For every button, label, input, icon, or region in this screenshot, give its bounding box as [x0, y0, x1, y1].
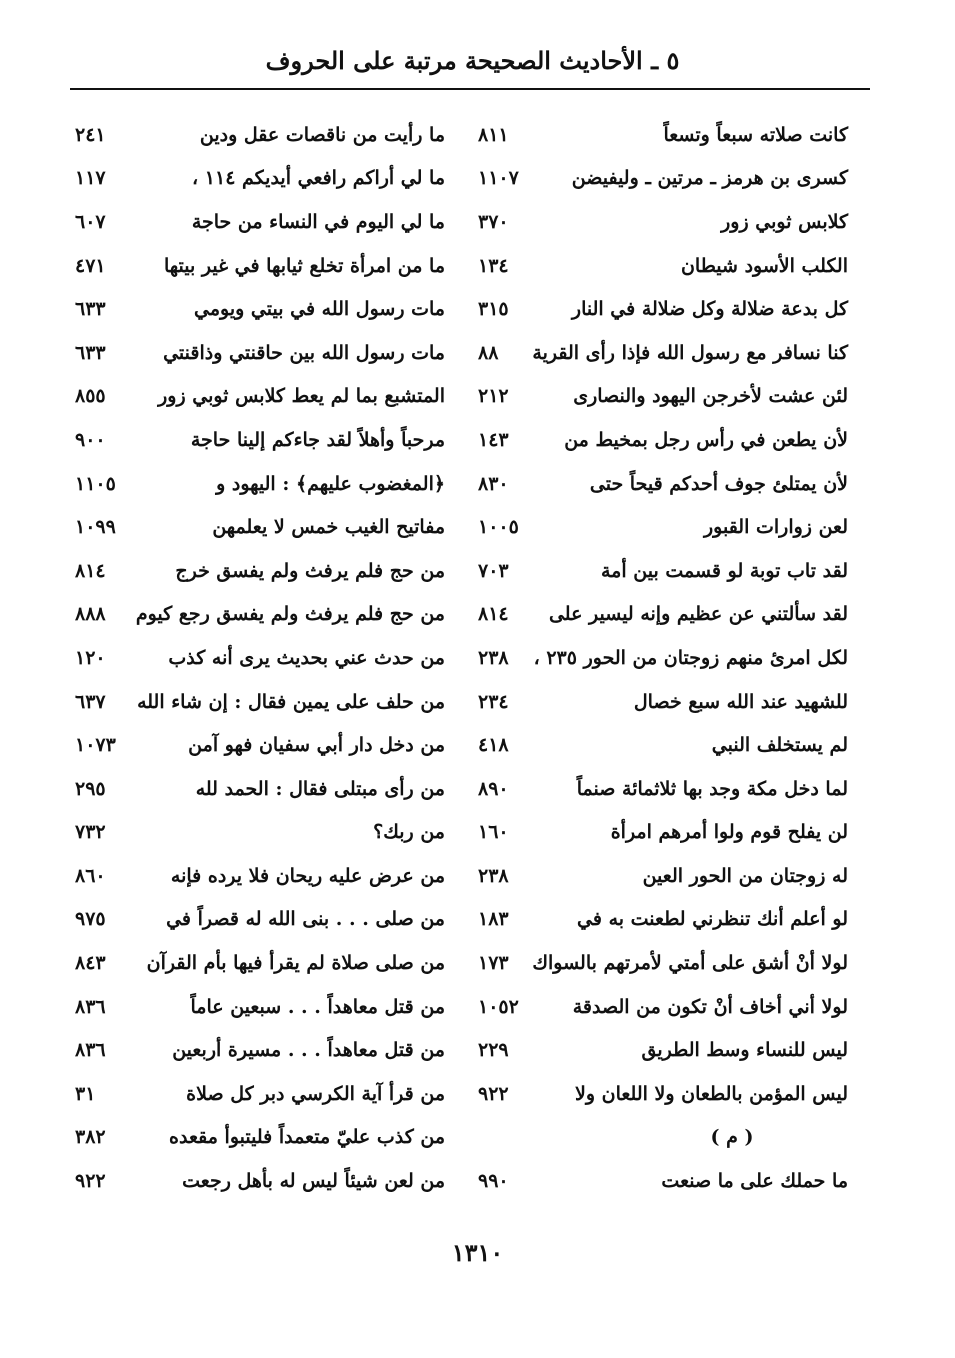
- entry-text: ما لي اليوم في النساء من حاجة: [191, 210, 445, 233]
- entry-page-number: ٨٣٦: [75, 995, 106, 1018]
- index-entry: [478, 854, 848, 898]
- entry-page-number: ٨١٤: [478, 603, 509, 626]
- entry-text: للشهيد عند الله سبع خصال: [633, 690, 848, 713]
- entry-text: من ربك؟: [373, 821, 445, 844]
- entry-page-number: ٨١١: [478, 123, 509, 146]
- entry-text: لأن يمتلئ جوف أحدكم قيحاً حتى: [589, 472, 848, 495]
- entry-page-number: ٨٣٠: [478, 472, 509, 495]
- entry-text: من حدث عني بحديث يرى أنه كذب: [168, 646, 445, 669]
- index-entry: [478, 418, 848, 462]
- entry-page-number: ٨٦٠: [75, 864, 106, 887]
- index-entry: [478, 811, 848, 855]
- entry-page-number: ٨٤٣: [75, 952, 106, 975]
- entry-page-number: ٨٨٨: [75, 603, 106, 626]
- entry-text: لقد سألتني عن عظيم وإنه ليسير على: [548, 603, 848, 626]
- entry-text: لكل امرئ منهم زوجتان من الحور ٢٣٥ ،: [533, 646, 848, 669]
- entry-text: من قتل معاهداً . . . سبعين عاماً: [190, 995, 445, 1018]
- entry-page-number: ٩٢٢: [478, 1082, 509, 1105]
- entry-page-number: ٩٧٥: [75, 908, 106, 931]
- index-entry: [478, 1072, 848, 1116]
- header-rule: [70, 88, 870, 90]
- entry-text: من رأى مبتلى فقال : الحمد لله: [195, 777, 445, 800]
- entry-page-number: ٢٣٨: [478, 864, 509, 887]
- entry-text: ما لي أراكم رافعي أيديكم ١١٤ ،: [192, 167, 445, 190]
- entry-page-number: ٤٧١: [75, 254, 106, 277]
- index-entry: [478, 157, 848, 201]
- index-entry: [478, 767, 848, 811]
- entry-page-number: ٢٣٨: [478, 646, 509, 669]
- entry-text: لولا أني أخاف أنْ تكون من الصدقة: [572, 995, 848, 1018]
- index-entry: [75, 287, 445, 331]
- index-entry: [75, 854, 445, 898]
- section-heading: [478, 1116, 848, 1160]
- entry-page-number: ٩٠٠: [75, 428, 106, 451]
- index-entry: [75, 811, 445, 855]
- entry-text: ما رأيت من ناقصات عقل ودين: [199, 123, 445, 146]
- entry-page-number: ١٢٠: [75, 646, 106, 669]
- index-entry: [75, 1116, 445, 1160]
- entry-page-number: ٨١٤: [75, 559, 106, 582]
- index-entry: [478, 985, 848, 1029]
- entry-text: مات رسول الله بين حاقنتي وذاقنتي: [163, 341, 445, 364]
- entry-text: ﴿المغضوب عليهم﴾ : اليهود و: [216, 472, 445, 495]
- index-entry: [478, 287, 848, 331]
- entry-text: من كذب عليّ متعمداً فليتبوأ مقعده: [169, 1126, 445, 1149]
- index-entry: [75, 898, 445, 942]
- entry-page-number: ١٤٣: [478, 428, 509, 451]
- index-entry: [75, 723, 445, 767]
- index-entry: [75, 462, 445, 506]
- index-entry: [478, 898, 848, 942]
- entry-page-number: ٦٠٧: [75, 210, 106, 233]
- index-entry: [478, 636, 848, 680]
- entry-text: من لعن شيئاً ليس له بأهل رجعت: [182, 1170, 445, 1193]
- entry-page-number: ٣٨٢: [75, 1126, 106, 1149]
- index-entry: [478, 941, 848, 985]
- index-entry: [75, 375, 445, 419]
- index-entry: [75, 157, 445, 201]
- entry-text: كانت صلاته سبعاً وتسعاً: [663, 123, 848, 146]
- entry-page-number: ٨٩٠: [478, 777, 509, 800]
- entry-text: ليس المؤمن بالطعان ولا اللعان ولا: [575, 1082, 848, 1105]
- entry-page-number: ٦٣٣: [75, 298, 106, 321]
- entry-page-number: ٧٠٣: [478, 559, 509, 582]
- entry-page-number: ١٧٣: [478, 952, 509, 975]
- index-entry: [478, 593, 848, 637]
- entry-text: من حج فلم يرفث ولم يفسق خرج: [175, 559, 445, 582]
- entry-text: ( م ): [710, 1126, 754, 1149]
- index-entry: [478, 549, 848, 593]
- index-entry: [75, 1028, 445, 1072]
- entry-page-number: ٣١٥: [478, 298, 509, 321]
- entry-page-number: ٣٧٠: [478, 210, 509, 233]
- entry-text: لئن عشت لأخرجن اليهود والنصارى: [573, 385, 848, 408]
- entry-page-number: ١٣٤: [478, 254, 509, 277]
- index-entry: [478, 723, 848, 767]
- entry-text: مفاتيح الغيب خمس لا يعلمهن: [212, 516, 445, 539]
- entry-text: من عرض عليه ريحان فلا يرده فإنه: [170, 864, 445, 887]
- index-entry: [75, 113, 445, 157]
- entry-text: له زوجتان من الحور العين: [642, 864, 848, 887]
- index-entry: [75, 593, 445, 637]
- index-column-left: [75, 113, 445, 1203]
- entry-text: لولا أنْ أشق على أمتي لأمرتهم بالسواك: [532, 952, 848, 975]
- entry-text: لما دخل مكة وجد بها ثلاثمائة صنماً: [576, 777, 848, 800]
- page-number: ١٣١٠: [451, 1238, 504, 1267]
- entry-page-number: ٨٥٥: [75, 385, 106, 408]
- entry-page-number: ٦٣٣: [75, 341, 106, 364]
- entry-text: كلابس ثوبي زور: [721, 210, 848, 233]
- index-entry: [478, 375, 848, 419]
- entry-page-number: ٩٩٠: [478, 1170, 509, 1193]
- index-entry: [478, 1159, 848, 1203]
- entry-text: من قتل معاهداً . . . مسيرة أربعين: [172, 1039, 445, 1062]
- entry-text: كسرى بن هرمز ـ مرتين ـ وليفيضن: [571, 167, 848, 190]
- entry-page-number: ٧٣٢: [75, 821, 106, 844]
- entry-text: مرحباً وأهلاً لقد جاءكم إلينا حاجة: [190, 428, 445, 451]
- entry-page-number: ٢٤١: [75, 123, 106, 146]
- page-header-title: ٥ ـ الأحاديث الصحيحة مرتبة على الحروف: [265, 46, 680, 75]
- index-entry: [478, 113, 848, 157]
- index-entry: [478, 505, 848, 549]
- entry-page-number: ٤١٨: [478, 734, 509, 757]
- entry-text: لقد تاب توبة لو قسمت بين أمة: [600, 559, 848, 582]
- index-entry: [75, 549, 445, 593]
- entry-text: من حلف على يمين فقال : إن شاء الله: [137, 690, 445, 713]
- index-entry: [75, 680, 445, 724]
- entry-text: من دخل دار أبي سفيان فهو آمن: [188, 734, 445, 757]
- entry-text: كنا نسافر مع رسول الله فإذا رأى القرية: [532, 341, 848, 364]
- entry-page-number: ٦٣٧: [75, 690, 106, 713]
- index-entry: [75, 1072, 445, 1116]
- index-entry: [75, 1159, 445, 1203]
- entry-page-number: ١٠٩٩: [75, 516, 116, 539]
- entry-page-number: ٨٨: [478, 341, 499, 364]
- index-entry: [75, 418, 445, 462]
- entry-text: من قرأ آية الكرسي دبر كل صلاة: [186, 1082, 445, 1105]
- index-entry: [75, 200, 445, 244]
- entry-text: لأن يطعن في رأس رجل بمخيط من: [564, 428, 848, 451]
- entry-page-number: ١٦٠: [478, 821, 509, 844]
- entry-page-number: ١٠٥٢: [478, 995, 519, 1018]
- entry-page-number: ٨٣٦: [75, 1039, 106, 1062]
- entry-page-number: ٢٣٤: [478, 690, 509, 713]
- entry-text: كل بدعة ضلالة وكل ضلالة في النار: [571, 298, 848, 321]
- entry-text: لن يفلح قوم ولوا أمرهم امرأة: [610, 821, 848, 844]
- entry-page-number: ٢٩٥: [75, 777, 106, 800]
- index-column-right: [478, 113, 848, 1203]
- entry-text: ليس للنساء وسط الطريق: [641, 1039, 848, 1062]
- entry-page-number: ١١٧: [75, 167, 106, 190]
- entry-page-number: ١٨٣: [478, 908, 509, 931]
- entry-text: من صلى . . . بنى الله له قصراً في: [166, 908, 445, 931]
- index-entry: [478, 244, 848, 288]
- index-entry: [75, 244, 445, 288]
- index-entry: [478, 462, 848, 506]
- index-entry: [478, 680, 848, 724]
- entry-page-number: ١١٠٧: [478, 167, 519, 190]
- index-entry: [478, 200, 848, 244]
- entry-text: لم يستخلف النبي: [711, 734, 848, 757]
- index-entry: [75, 941, 445, 985]
- index-entry: [478, 331, 848, 375]
- entry-text: من صلى صلاة لم يقرأ فيها بأم القرآن: [146, 952, 445, 975]
- index-entry: [75, 331, 445, 375]
- entry-page-number: ١٠٠٥: [478, 516, 519, 539]
- index-entry: [75, 505, 445, 549]
- entry-page-number: ٩٢٢: [75, 1170, 106, 1193]
- entry-page-number: ٢١٢: [478, 385, 509, 408]
- entry-text: المتشبع بما لم يعط كلابس ثوبي زور: [158, 385, 445, 408]
- index-entry: [75, 636, 445, 680]
- entry-page-number: ٣١: [75, 1082, 96, 1105]
- entry-text: لو أعلم أنك تنظرني لطعنت به في: [577, 908, 848, 931]
- entry-page-number: ٢٢٩: [478, 1039, 509, 1062]
- index-entry: [75, 985, 445, 1029]
- entry-text: ما حملك على ما صنعت: [661, 1170, 848, 1193]
- entry-page-number: ١١٠٥: [75, 472, 116, 495]
- index-entry: [478, 1028, 848, 1072]
- index-entry: [75, 767, 445, 811]
- entry-text: لعن زوارات القبور: [703, 516, 848, 539]
- entry-page-number: ١٠٧٣: [75, 734, 116, 757]
- entry-text: من حج فلم يرفث ولم يفسق رجع كيوم: [135, 603, 445, 626]
- entry-text: الكلب الأسود شيطان: [680, 254, 848, 277]
- entry-text: ما من امرأة تخلع ثيابها في غير بيتها: [163, 254, 445, 277]
- entry-text: مات رسول الله في بيتي ويومي: [194, 298, 445, 321]
